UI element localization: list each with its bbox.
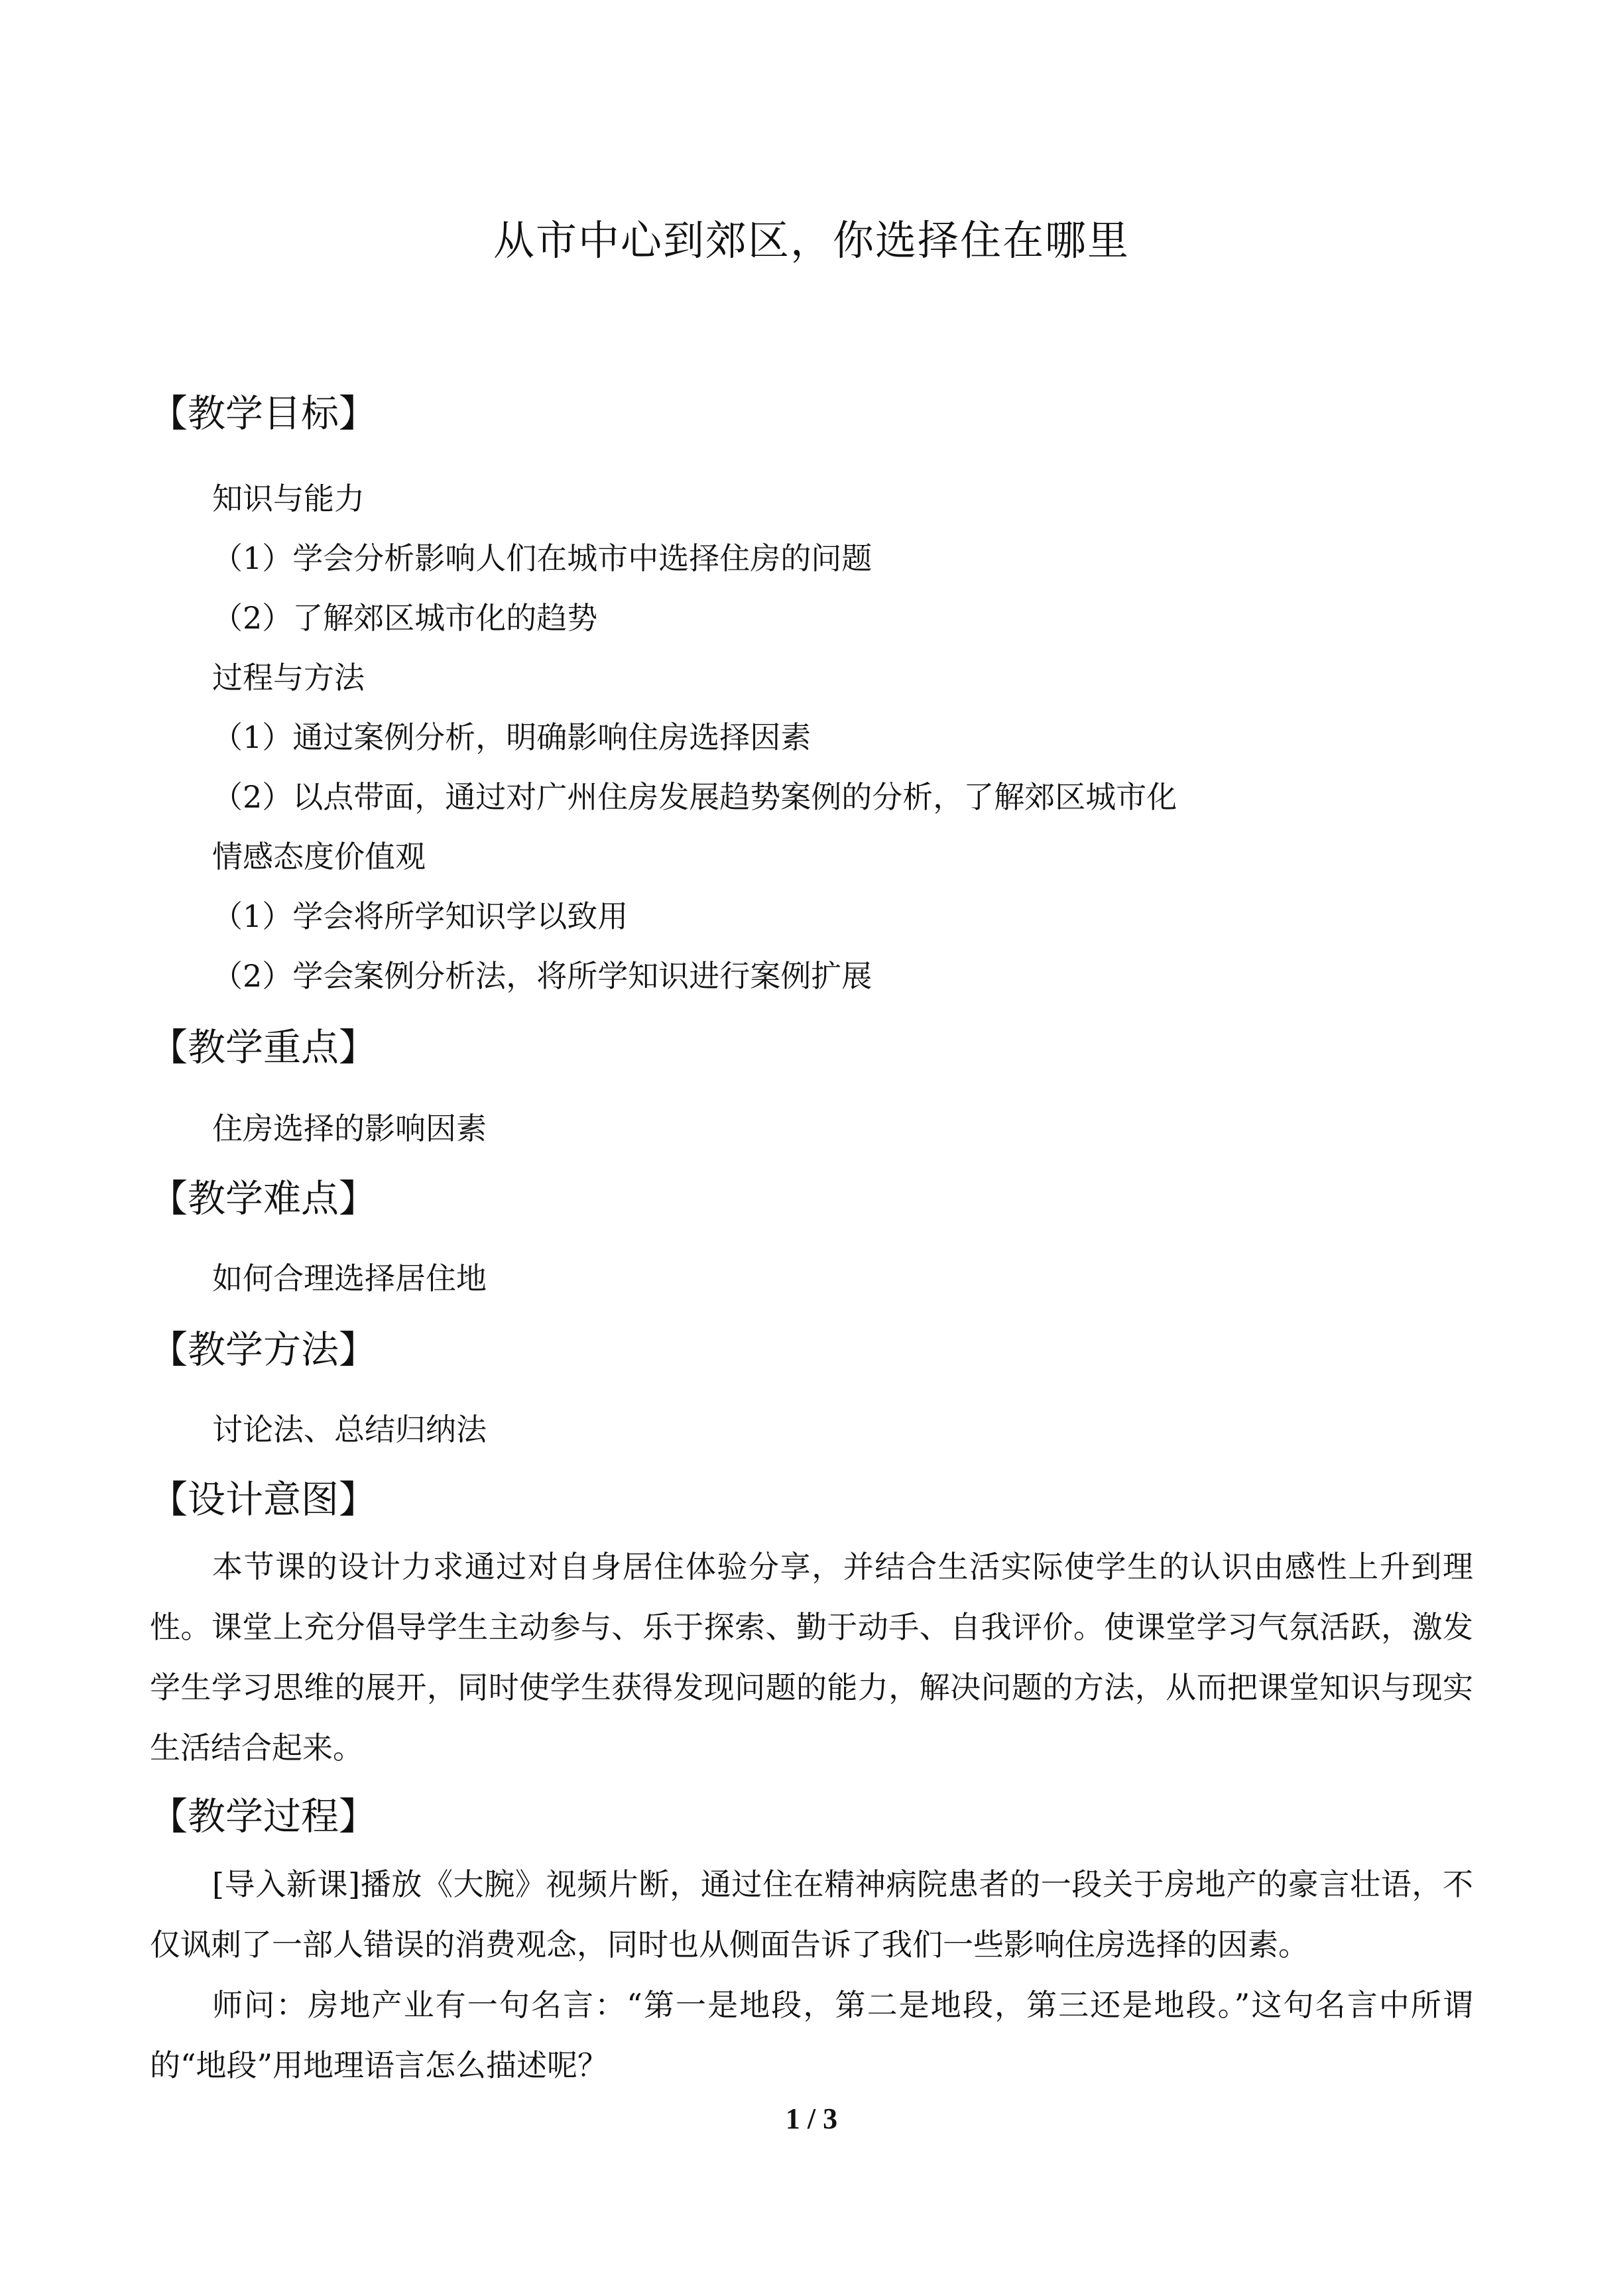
process-paragraph-1: [导入新课]播放《大腕》视频片断，通过住在精神病院患者的一段关于房地产的豪言壮语，不仅讽刺了一部人错误的消费观念，同时也从侧面告诉了我们一些影响住房选择的因素。: [150, 1866, 1473, 1963]
process-paragraph-2: 师问：房地产业有一句名言：“第一是地段，第二是地段，第三还是地段。”这句名言中所谓的“地段”用地理语言怎么描述呢？: [150, 1987, 1473, 2083]
section-heading-difficulties: 【教学难点】: [150, 1177, 377, 1221]
subheading-emotion: 情感态度价值观: [212, 839, 426, 875]
section-heading-methods: 【教学方法】: [150, 1328, 377, 1372]
section-heading-key-points: 【教学重点】: [150, 1026, 377, 1069]
methods-text: 讨论法、总结归纳法: [212, 1412, 487, 1447]
document-title: 从市中心到郊区，你选择住在哪里: [493, 216, 1130, 265]
section-heading-objectives: 【教学目标】: [150, 392, 377, 436]
design-paragraph: 本节课的设计力求通过对自身居住体验分享，并结合生活实际使学生的认识由感性上升到理性。课堂上充分倡导学生主动参与、乐于探索、勤于动手、自我评价。使课堂学习气氛活跃，激发学生学习思维的展开，同时使学生获得发现问题的能力，解决问题的方法，从而把课堂知识与现实生活结合起来。: [150, 1549, 1473, 1766]
subheading-process: 过程与方法: [212, 660, 365, 695]
page-number: 1 / 3: [785, 2102, 838, 2135]
difficulties-text: 如何合理选择居住地: [212, 1260, 487, 1296]
emotion-item-1: （1）学会将所学知识学以致用: [212, 898, 629, 934]
knowledge-item-1: （1）学会分析影响人们在城市中选择住房的问题: [212, 540, 872, 576]
subheading-knowledge: 知识与能力: [212, 481, 365, 516]
knowledge-item-2: （2）了解郊区城市化的趋势: [212, 600, 598, 636]
process-item-2: （2）以点带面，通过对广州住房发展趋势案例的分析，了解郊区城市化: [212, 779, 1177, 815]
section-heading-process: 【教学过程】: [150, 1795, 377, 1839]
process-item-1: （1）通过案例分析，明确影响住房选择因素: [212, 719, 812, 755]
emotion-item-2: （2）学会案例分析法，将所学知识进行案例扩展: [212, 958, 872, 994]
section-heading-design: 【设计意图】: [150, 1478, 377, 1522]
key-points-text: 住房选择的影响因素: [212, 1111, 487, 1146]
